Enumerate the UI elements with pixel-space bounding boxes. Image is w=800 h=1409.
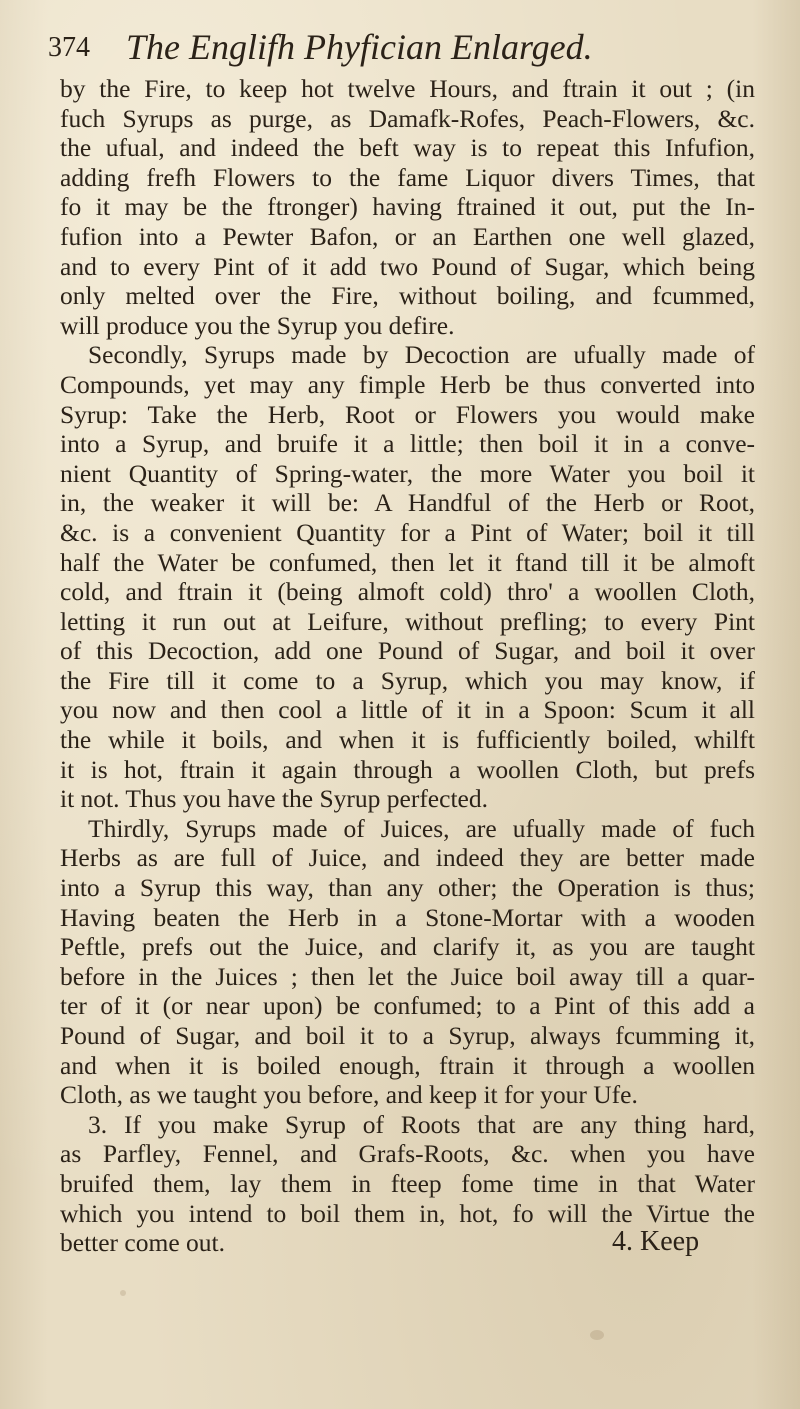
text-line: before in the Juices ; then let the Juice boil away till a quar-: [60, 961, 755, 991]
text-line: and to every Pint of it add two Pound of Sugar, which being: [60, 251, 755, 281]
text-line: of this Decoction, add one Pound of Sugar, and boil it over: [60, 636, 755, 666]
text-line: adding frefh Flowers to the fame Liquor divers Times, that: [60, 162, 755, 192]
running-header: [48, 26, 748, 76]
body-text: [60, 74, 755, 1258]
ink-spot: [120, 1290, 126, 1296]
text-line: Cloth, as we taught you before, and keep it for your Ufe.: [60, 1080, 638, 1110]
text-line: the while it boils, and when it is fufficiently boiled, whilft: [60, 725, 755, 755]
text-line: Thirdly, Syrups made of Juices, are ufually made of fuch: [88, 813, 755, 843]
text-line: it not. Thus you have the Syrup perfected.: [60, 784, 488, 814]
text-line: Peftle, prefs out the Juice, and clarify it, as you are taught: [60, 932, 755, 962]
ink-spot: [590, 1330, 604, 1340]
text-line: only melted over the Fire, without boiling, and fcummed,: [60, 281, 755, 311]
page-number: 374: [48, 32, 90, 63]
text-line: fo it may be the ftronger) having ftrained it out, put the In-: [60, 192, 755, 222]
text-line: into a Syrup this way, than any other; the Operation is thus;: [60, 873, 755, 903]
text-line: the Fire till it come to a Syrup, which you may know, if: [60, 665, 755, 695]
text-line: Having beaten the Herb in a Stone-Mortar with a wooden: [60, 902, 755, 932]
text-line: Compounds, yet may any fimple Herb be thus converted into: [60, 369, 755, 399]
text-line: it is hot, ftrain it again through a woollen Cloth, but prefs: [60, 754, 755, 784]
text-line: &c. is a convenient Quantity for a Pint of Water; boil it till: [60, 517, 755, 547]
text-line: better come out.: [60, 1228, 225, 1258]
text-line: as Parfley, Fennel, and Grafs-Roots, &c. when you have: [60, 1139, 755, 1169]
text-line: and when it is boiled enough, ftrain it through a woollen: [60, 1050, 755, 1080]
running-title: The Englifh Phyfician Enlarged.: [126, 27, 593, 67]
text-line: letting it run out at Leifure, without prefling; to every Pint: [60, 606, 755, 636]
text-line: will produce you the Syrup you defire.: [60, 310, 455, 340]
text-line: Pound of Sugar, and boil it to a Syrup, always fcumming it,: [60, 1021, 755, 1050]
text-line: Herbs as are full of Juice, and indeed they are better made: [60, 843, 755, 873]
text-line: fuch Syrups as purge, as Damafk-Rofes, Peach-Flowers, &c.: [60, 103, 755, 133]
text-line: 3. If you make Syrup of Roots that are any thing hard,: [88, 1109, 755, 1139]
text-line: bruifed them, lay them in fteep fome time in that Water: [60, 1168, 755, 1198]
text-line: in, the weaker it will be: A Handful of the Herb or Root,: [60, 488, 755, 518]
text-line: Syrup: Take the Herb, Root or Flowers you would make: [60, 399, 755, 429]
text-line: Secondly, Syrups made by Decoction are ufually made of: [88, 340, 755, 370]
text-line: by the Fire, to keep hot twelve Hours, and ftrain it out ; (in: [60, 74, 755, 103]
text-line: nient Quantity of Spring-water, the more Water you boil it: [60, 458, 755, 488]
text-line: which you intend to boil them in, hot, fo will the Virtue the: [60, 1198, 755, 1228]
text-line: fufion into a Pewter Bafon, or an Earthen one well glazed,: [60, 221, 755, 251]
text-line: ter of it (or near upon) be confumed; to a Pint of this add a: [60, 991, 755, 1021]
text-line: you now and then cool a little of it in a Spoon: Scum it all: [60, 695, 755, 725]
text-line: the ufual, and indeed the beft way is to repeat this Infufion,: [60, 133, 755, 163]
text-line: cold, and ftrain it (being almoft cold) thro' a woollen Cloth,: [60, 577, 755, 607]
catchword: 4. Keep: [612, 1226, 700, 1257]
text-line: half the Water be confumed, then let it ftand till it be almoft: [60, 547, 755, 577]
text-line: into a Syrup, and bruife it a little; then boil it in a conve-: [60, 429, 755, 459]
